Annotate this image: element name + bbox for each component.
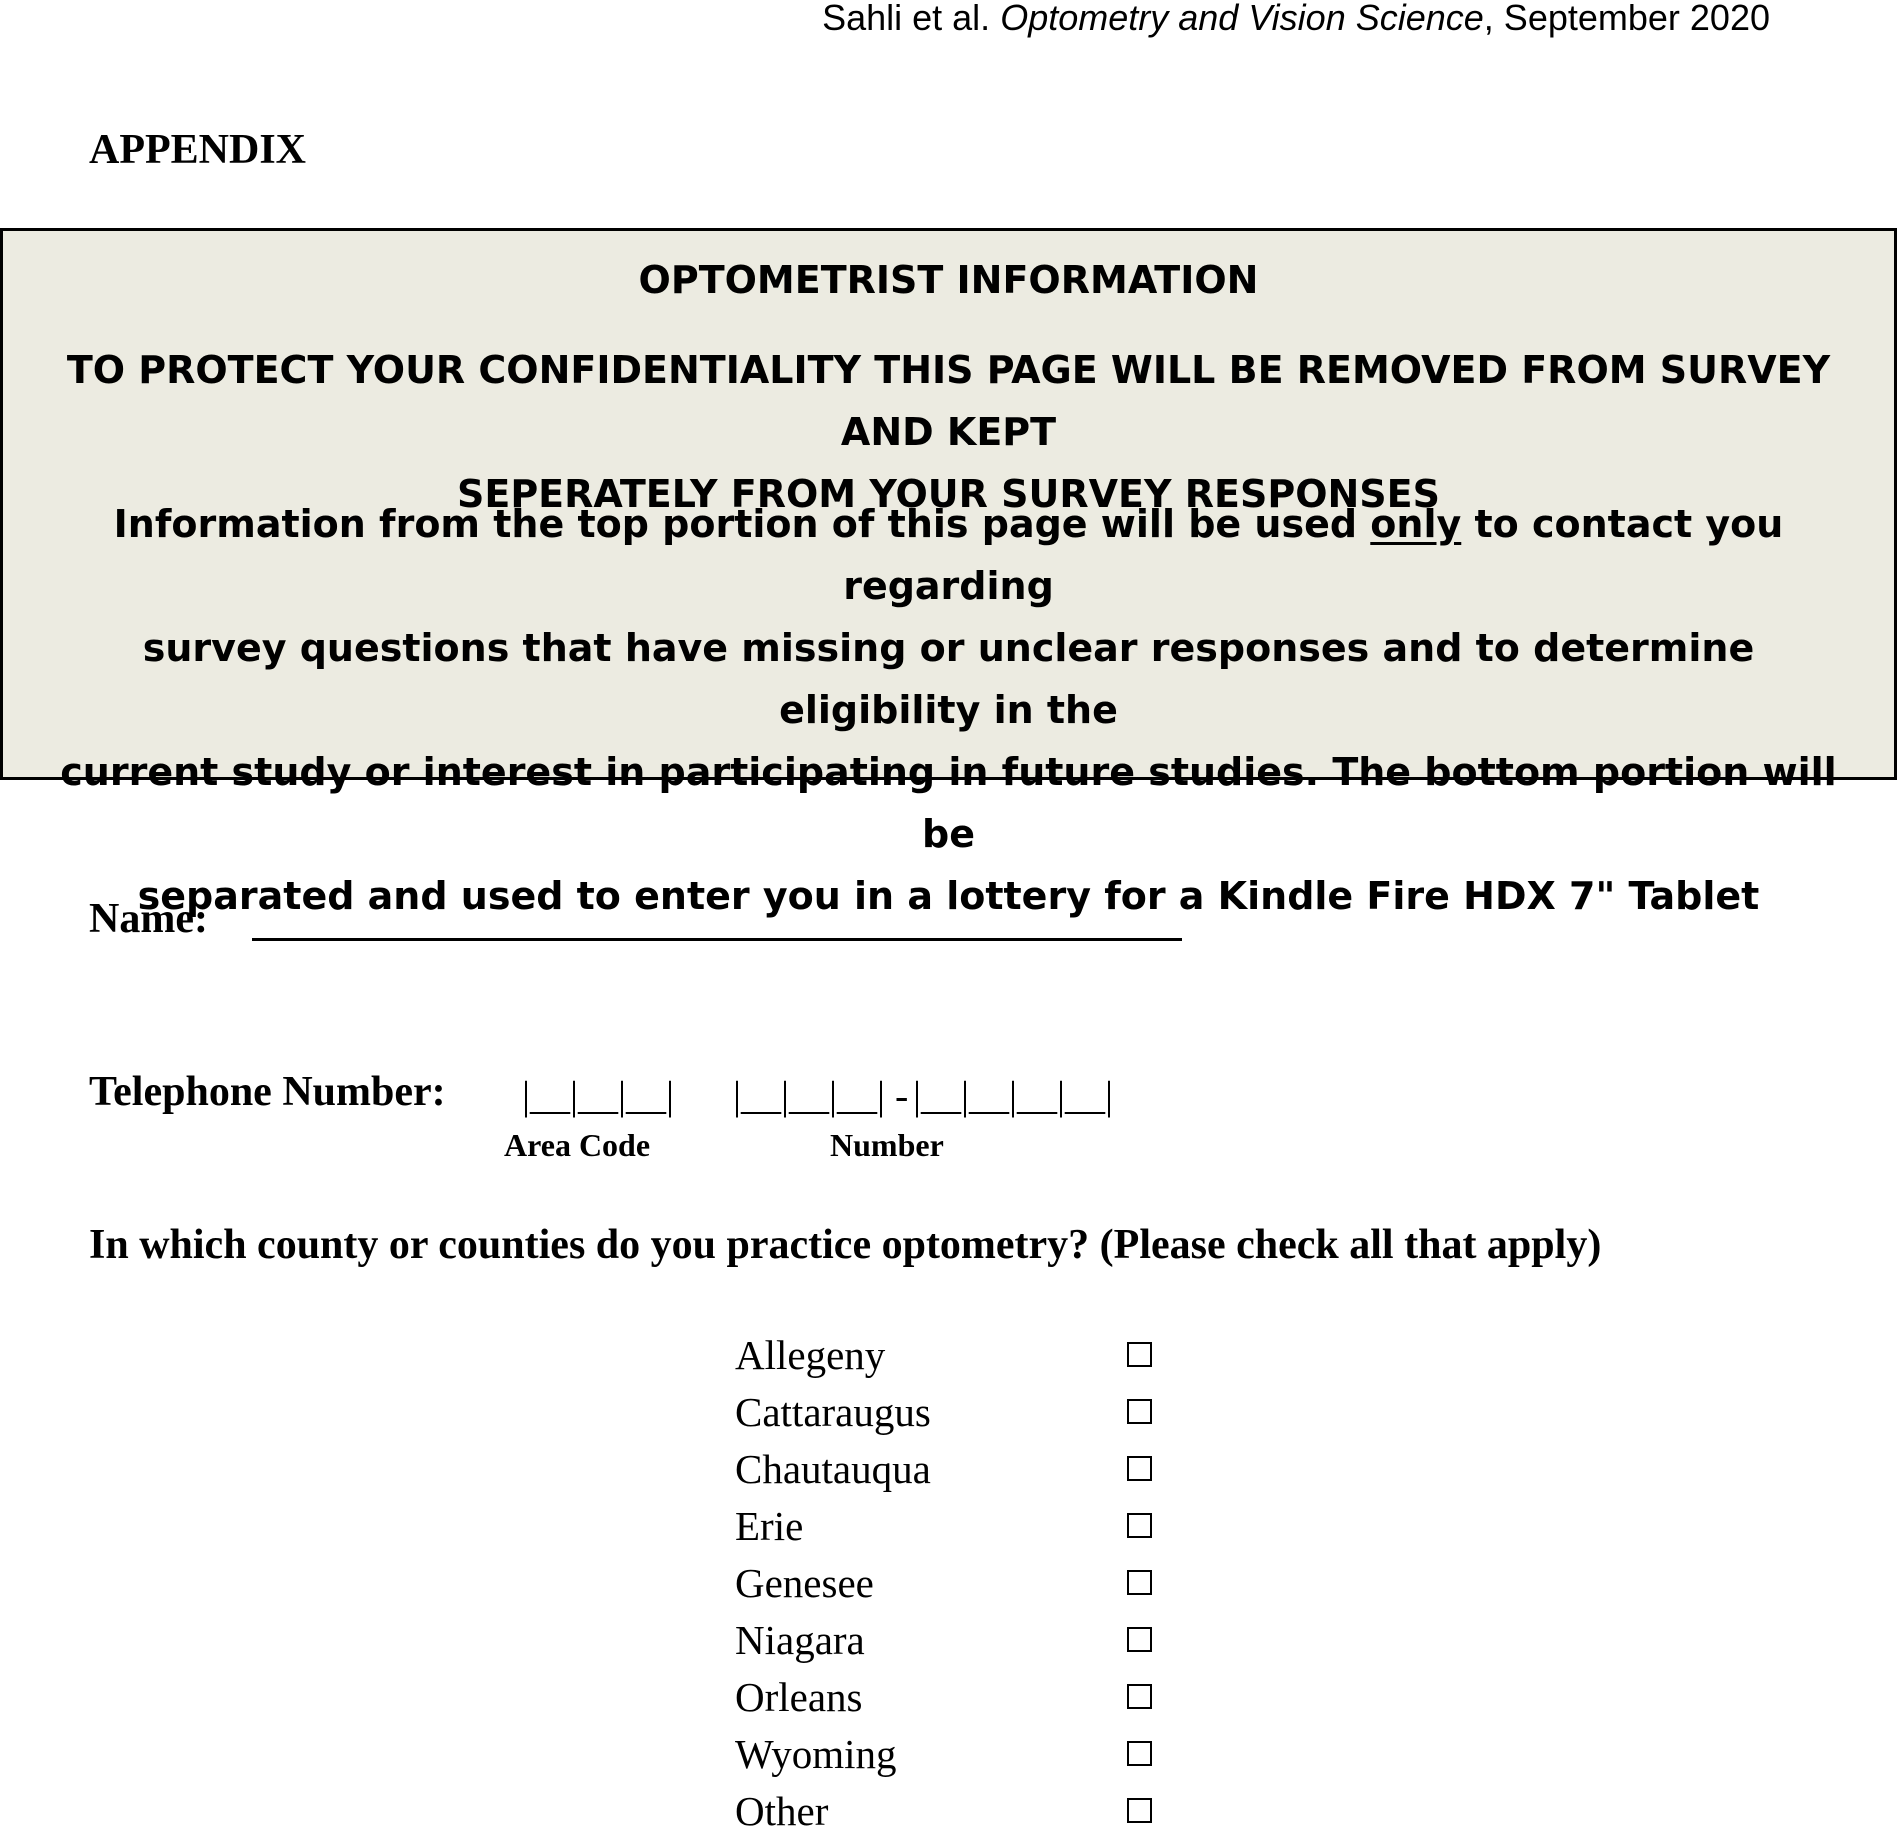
county-option [735, 1327, 1155, 1384]
notice-info-line: current study or interest in participating in future studies. The bottom portion will be [60, 750, 1837, 856]
phone-line-field[interactable]: |__|__|__|__| [913, 1073, 1114, 1118]
phone-prefix-field[interactable]: |__|__|__| - [733, 1073, 909, 1118]
county-label: Cattaraugus [735, 1389, 931, 1435]
notice-info-text: Information from the top portion of this page will be used [113, 502, 1371, 546]
notice-info [43, 493, 1854, 927]
header-journal: Optometry and Vision Science [1000, 0, 1484, 38]
county-label: Wyoming [735, 1731, 897, 1777]
county-label: Genesee [735, 1560, 874, 1606]
telephone-label: Telephone Number: [89, 1069, 446, 1115]
county-label: Orleans [735, 1674, 863, 1720]
county-option [735, 1384, 1155, 1441]
notice-info-line: separated and used to enter you in a lottery for a Kindle Fire HDX 7" Tablet [137, 874, 1760, 918]
county-label: Chautauqua [735, 1446, 931, 1492]
name-field[interactable] [252, 938, 1182, 941]
county-label: Niagara [735, 1617, 865, 1663]
county-option [735, 1669, 1155, 1726]
county-checkbox[interactable] [1127, 1684, 1152, 1709]
county-checkbox[interactable] [1127, 1513, 1152, 1538]
confidentiality-notice-box [0, 228, 1897, 918]
county-option [735, 1441, 1155, 1498]
county-option [735, 1555, 1155, 1612]
area-code-field[interactable]: |__|__|__| [522, 1073, 675, 1118]
appendix-heading: APPENDIX [89, 127, 306, 173]
county-checkbox[interactable] [1127, 1570, 1152, 1595]
county-checkbox[interactable] [1127, 1342, 1152, 1367]
header-authors: Sahli et al. [822, 0, 991, 38]
county-option [735, 1726, 1155, 1783]
notice-info-emphasis: only [1370, 502, 1462, 546]
county-label: Erie [735, 1503, 804, 1549]
notice-info-line: survey questions that have missing or unclear responses and to determine eligibility in the [142, 626, 1755, 732]
county-checkbox[interactable] [1127, 1399, 1152, 1424]
running-header [822, 0, 1770, 36]
notice-warning-line: SEPERATELY FROM YOUR SURVEY RESPONSES [457, 472, 1440, 516]
notice-title: OPTOMETRIST INFORMATION [638, 258, 1259, 302]
county-option [735, 1783, 1155, 1840]
county-checklist [735, 1327, 1155, 1840]
county-checkbox[interactable] [1127, 1456, 1152, 1481]
header-date: , September 2020 [1483, 0, 1770, 38]
county-option [735, 1612, 1155, 1669]
area-code-caption: Area Code [504, 1127, 651, 1163]
county-question: In which county or counties do you practice optometry? (Please check all that apply) [89, 1222, 1602, 1268]
number-caption: Number [830, 1127, 944, 1163]
county-checkbox[interactable] [1127, 1741, 1152, 1766]
notice-info-line [43, 493, 1854, 617]
county-checkbox[interactable] [1127, 1798, 1152, 1823]
notice-warning-line: TO PROTECT YOUR CONFIDENTIALITY THIS PAGE WILL BE REMOVED FROM SURVEY AND KEPT [66, 348, 1831, 454]
county-option [735, 1498, 1155, 1555]
county-checkbox[interactable] [1127, 1627, 1152, 1652]
county-label: Other [735, 1788, 829, 1834]
county-label: Allegeny [735, 1332, 886, 1378]
notice-info-text: to contact you regarding [843, 502, 1784, 608]
name-label: Name: [89, 896, 208, 942]
